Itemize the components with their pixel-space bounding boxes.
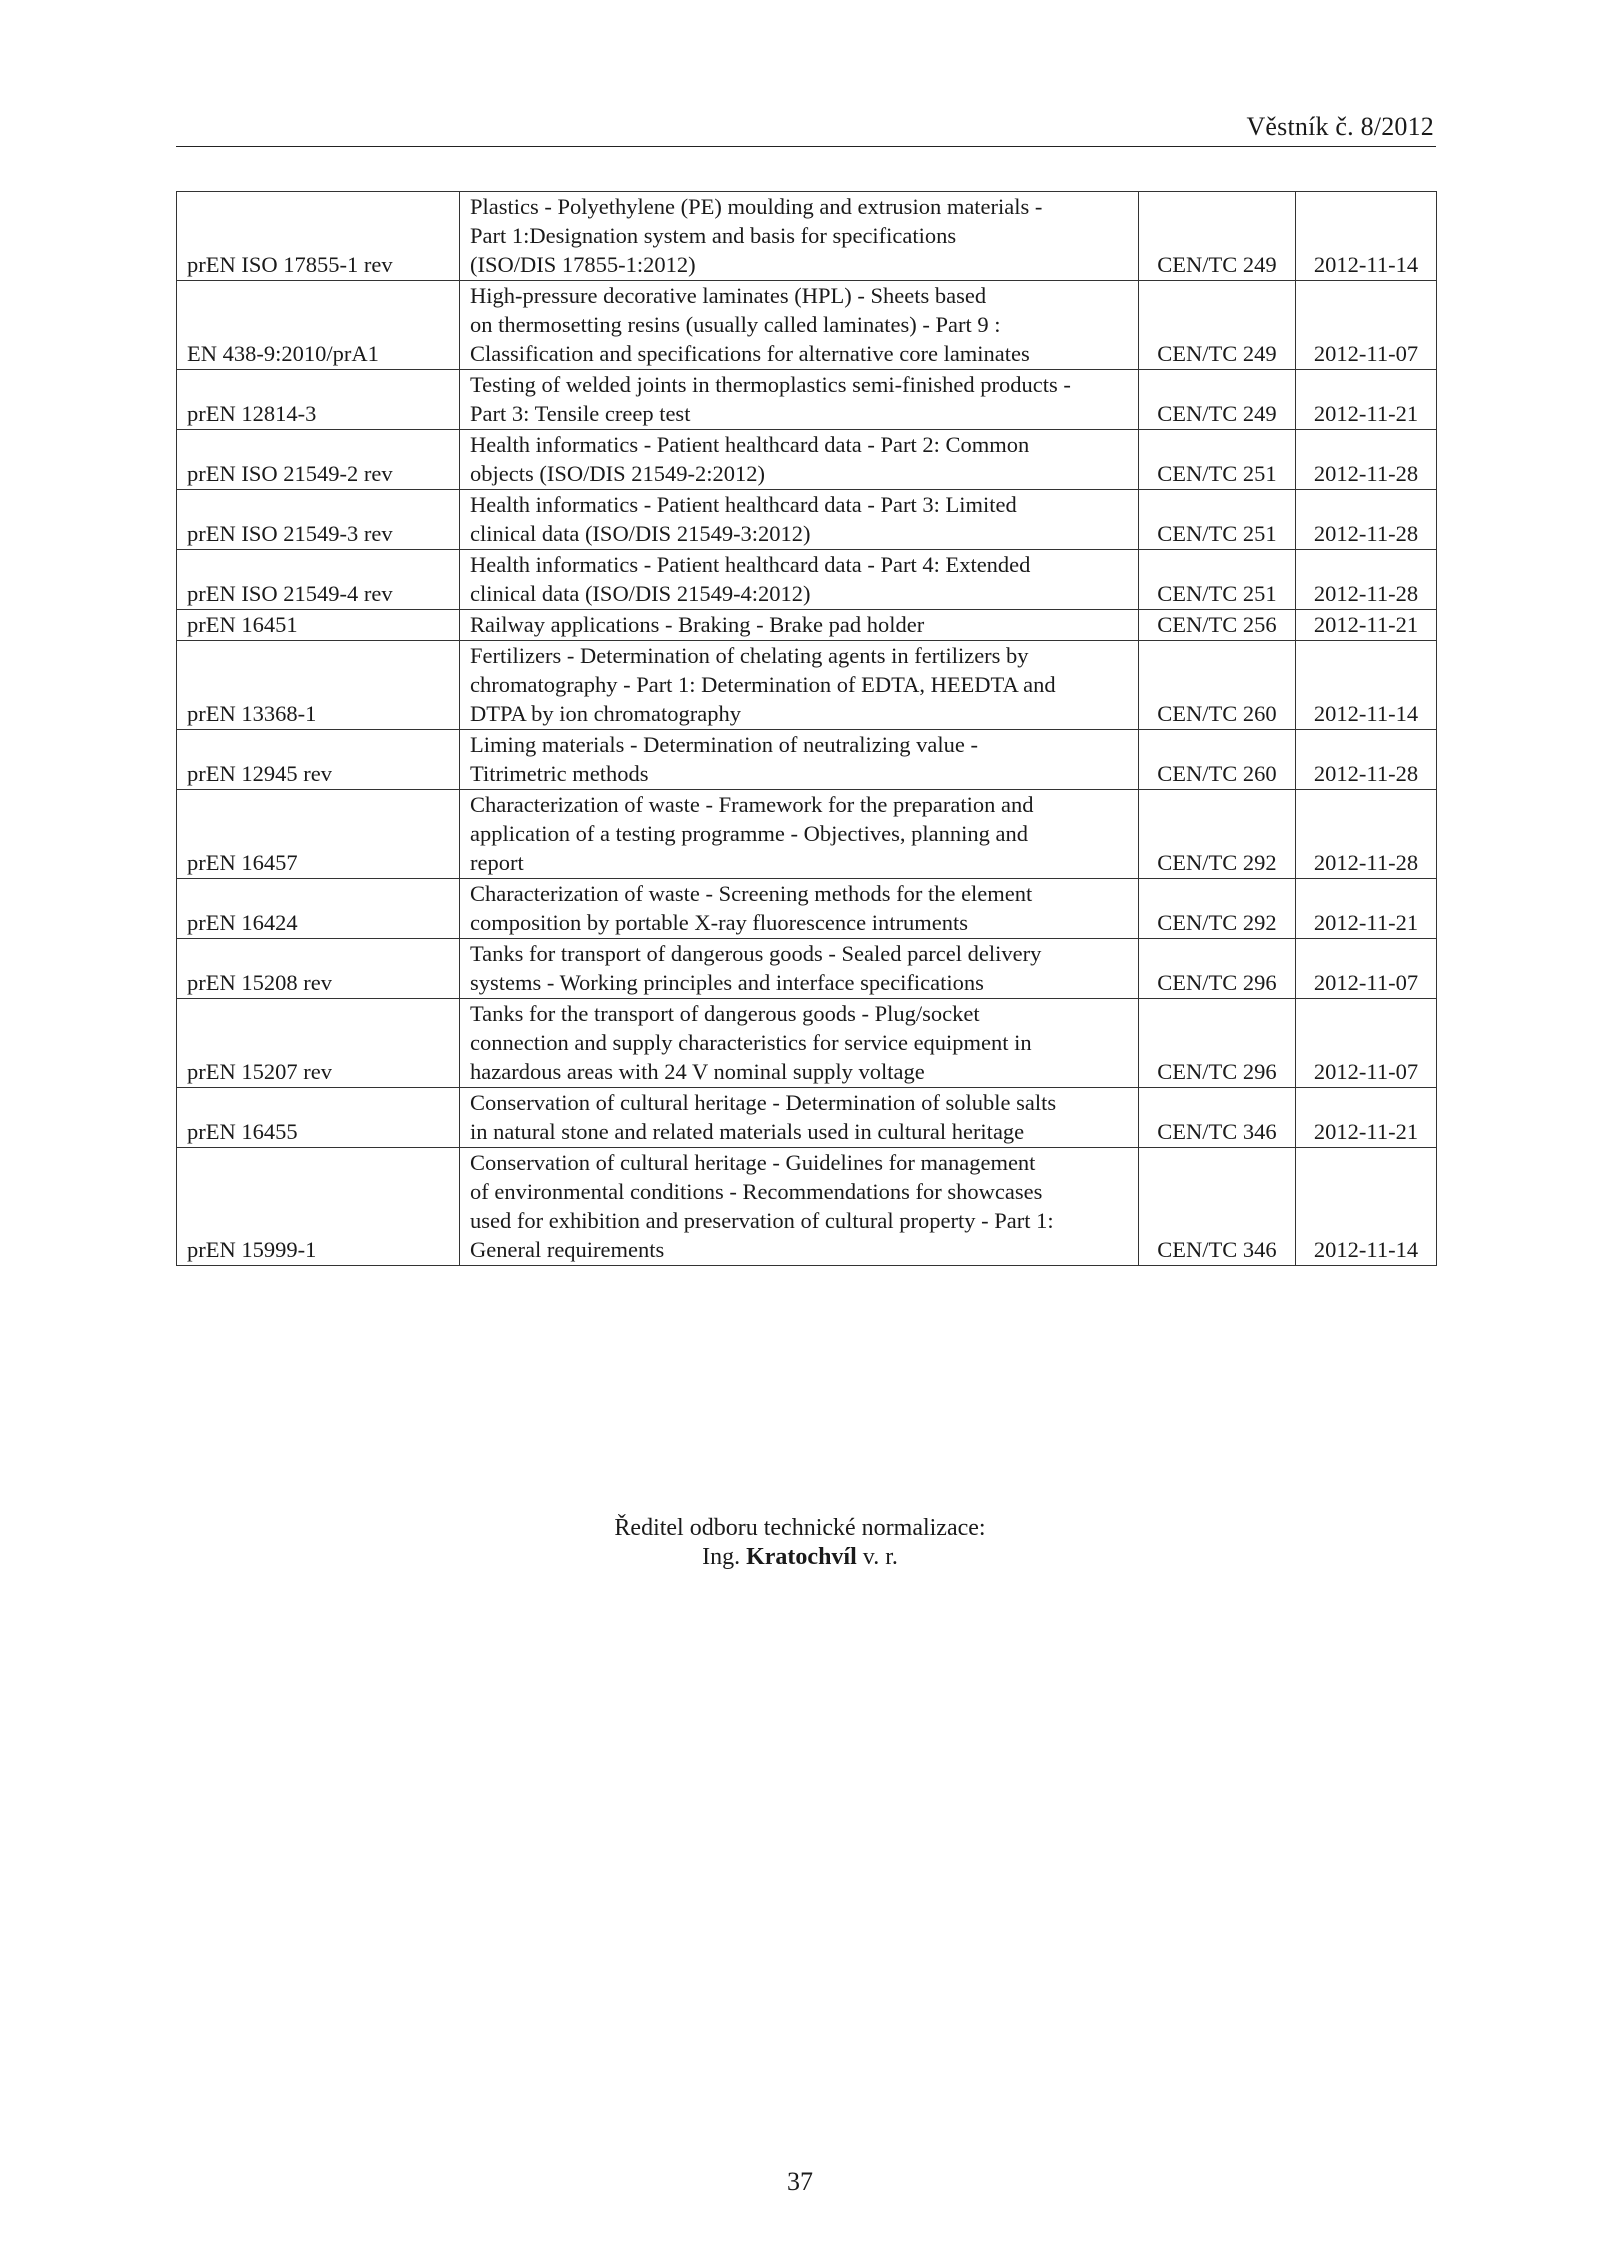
deadline-date-cell: 2012-11-07: [1296, 281, 1437, 370]
standard-title-line: chromatography - Part 1: Determination of EDTA, HEEDTA and: [470, 672, 1056, 697]
standard-title-line: Part 3: Tensile creep test: [470, 401, 691, 426]
standard-title-cell: [460, 790, 1139, 879]
table-row: [177, 610, 1437, 641]
standard-title-line: objects (ISO/DIS 21549-2:2012): [470, 461, 765, 486]
standard-title-line: Conservation of cultural heritage - Determination of soluble salts: [470, 1090, 1057, 1115]
standard-title-cell: [460, 641, 1139, 730]
technical-committee-cell: CEN/TC 249: [1139, 192, 1296, 281]
technical-committee-cell: CEN/TC 346: [1139, 1148, 1296, 1266]
signature-suffix: v. r.: [862, 1544, 898, 1570]
technical-committee-cell: CEN/TC 249: [1139, 281, 1296, 370]
deadline-date-cell: 2012-11-21: [1296, 610, 1437, 641]
table-row: [177, 730, 1437, 790]
standard-title-line: Railway applications - Braking - Brake pad holder: [470, 612, 925, 637]
standards-table-body: [177, 192, 1437, 1266]
standard-title-line: application of a testing programme - Objectives, planning and: [470, 821, 1028, 846]
table-row: [177, 999, 1437, 1088]
technical-committee-cell: CEN/TC 346: [1139, 1088, 1296, 1148]
table-row: [177, 1088, 1437, 1148]
standard-title-line: Health informatics - Patient healthcard data - Part 4: Extended: [470, 552, 1031, 577]
page-number: 37: [787, 2167, 813, 2196]
deadline-date-cell: 2012-11-28: [1296, 730, 1437, 790]
standard-title-cell: [460, 550, 1139, 610]
standard-title-line: on thermosetting resins (usually called laminates) - Part 9 :: [470, 312, 1001, 337]
table-row: [177, 790, 1437, 879]
standard-title-line: Tanks for the transport of dangerous goods - Plug/socket: [470, 1001, 980, 1026]
standard-title-line: Tanks for transport of dangerous goods - Sealed parcel delivery: [470, 941, 1042, 966]
signature-name-line: [0, 1543, 1600, 1572]
standard-title-cell: [460, 370, 1139, 430]
standard-title-cell: [460, 939, 1139, 999]
table-row: [177, 490, 1437, 550]
technical-committee-cell: CEN/TC 249: [1139, 370, 1296, 430]
standard-code-cell: prEN 15208 rev: [177, 939, 460, 999]
standard-title-cell: [460, 610, 1139, 641]
deadline-date-cell: 2012-11-14: [1296, 192, 1437, 281]
deadline-date-cell: 2012-11-07: [1296, 999, 1437, 1088]
technical-committee-cell: CEN/TC 296: [1139, 939, 1296, 999]
standard-title-cell: [460, 192, 1139, 281]
deadline-date-cell: 2012-11-21: [1296, 879, 1437, 939]
standard-title-line: Conservation of cultural heritage - Guidelines for management: [470, 1150, 1036, 1175]
technical-committee-cell: CEN/TC 296: [1139, 999, 1296, 1088]
standard-title-line: Plastics - Polyethylene (PE) moulding and extrusion materials -: [470, 194, 1043, 219]
standard-title-cell: [460, 490, 1139, 550]
standard-code-cell: prEN 16455: [177, 1088, 460, 1148]
deadline-date-cell: 2012-11-28: [1296, 490, 1437, 550]
deadline-date-cell: 2012-11-28: [1296, 430, 1437, 490]
standard-code-cell: prEN 12814-3: [177, 370, 460, 430]
standard-title-cell: [460, 1148, 1139, 1266]
table-row: [177, 879, 1437, 939]
technical-committee-cell: CEN/TC 256: [1139, 610, 1296, 641]
standard-title-line: Liming materials - Determination of neutralizing value -: [470, 732, 978, 757]
signature-name: Kratochvíl: [746, 1544, 857, 1570]
table-row: [177, 939, 1437, 999]
table-row: [177, 370, 1437, 430]
standard-code-cell: prEN 15999-1: [177, 1148, 460, 1266]
standard-title-line: Characterization of waste - Screening methods for the element: [470, 881, 1033, 906]
standard-title-line: Characterization of waste - Framework for the preparation and: [470, 792, 1034, 817]
standard-title-cell: [460, 730, 1139, 790]
deadline-date-cell: 2012-11-14: [1296, 1148, 1437, 1266]
standard-code-cell: prEN 15207 rev: [177, 999, 460, 1088]
standard-title-line: Classification and specifications for alternative core laminates: [470, 341, 1030, 366]
technical-committee-cell: CEN/TC 251: [1139, 550, 1296, 610]
signature-block: [0, 1514, 1600, 1572]
standard-title-line: Titrimetric methods: [470, 761, 649, 786]
standard-title-line: clinical data (ISO/DIS 21549-3:2012): [470, 521, 811, 546]
technical-committee-cell: CEN/TC 251: [1139, 430, 1296, 490]
standard-title-line: (ISO/DIS 17855-1:2012): [470, 252, 696, 277]
page-header: [176, 104, 1436, 147]
standard-code-cell: prEN ISO 17855-1 rev: [177, 192, 460, 281]
standard-title-line: in natural stone and related materials used in cultural heritage: [470, 1119, 1025, 1144]
technical-committee-cell: CEN/TC 292: [1139, 879, 1296, 939]
standard-title-cell: [460, 430, 1139, 490]
standard-title-line: Health informatics - Patient healthcard data - Part 2: Common: [470, 432, 1030, 457]
standard-title-line: DTPA by ion chromatography: [470, 701, 742, 726]
standard-code-cell: prEN 12945 rev: [177, 730, 460, 790]
standard-title-line: systems - Working principles and interface specifications: [470, 970, 984, 995]
table-row: [177, 281, 1437, 370]
table-row: [177, 550, 1437, 610]
standard-title-cell: [460, 999, 1139, 1088]
technical-committee-cell: CEN/TC 292: [1139, 790, 1296, 879]
standard-code-cell: prEN 16424: [177, 879, 460, 939]
deadline-date-cell: 2012-11-14: [1296, 641, 1437, 730]
standards-table: [176, 191, 1437, 1266]
standard-code-cell: EN 438-9:2010/prA1: [177, 281, 460, 370]
standard-title-cell: [460, 1088, 1139, 1148]
signature-prefix: Ing.: [702, 1544, 741, 1570]
standard-code-cell: prEN 16451: [177, 610, 460, 641]
standard-title-line: of environmental conditions - Recommendations for showcases: [470, 1179, 1043, 1204]
standard-title-line: clinical data (ISO/DIS 21549-4:2012): [470, 581, 811, 606]
deadline-date-cell: 2012-11-07: [1296, 939, 1437, 999]
table-row: [177, 192, 1437, 281]
standard-title-line: High-pressure decorative laminates (HPL) - Sheets based: [470, 283, 987, 308]
deadline-date-cell: 2012-11-21: [1296, 1088, 1437, 1148]
table-row: [177, 641, 1437, 730]
standard-title-line: report: [470, 850, 524, 875]
standard-title-line: Health informatics - Patient healthcard data - Part 3: Limited: [470, 492, 1017, 517]
standard-title-line: used for exhibition and preservation of cultural property - Part 1:: [470, 1208, 1054, 1233]
table-row: [177, 430, 1437, 490]
journal-issue-label: Věstník č. 8/2012: [1246, 112, 1434, 141]
deadline-date-cell: 2012-11-28: [1296, 550, 1437, 610]
technical-committee-cell: CEN/TC 251: [1139, 490, 1296, 550]
deadline-date-cell: 2012-11-28: [1296, 790, 1437, 879]
technical-committee-cell: CEN/TC 260: [1139, 641, 1296, 730]
standard-code-cell: prEN 13368-1: [177, 641, 460, 730]
standard-title-line: General requirements: [470, 1237, 665, 1262]
deadline-date-cell: 2012-11-21: [1296, 370, 1437, 430]
standard-code-cell: prEN ISO 21549-4 rev: [177, 550, 460, 610]
standard-title-line: Fertilizers - Determination of chelating agents in fertilizers by: [470, 643, 1029, 668]
standard-title-cell: [460, 281, 1139, 370]
standard-title-cell: [460, 879, 1139, 939]
technical-committee-cell: CEN/TC 260: [1139, 730, 1296, 790]
standard-title-line: connection and supply characteristics for service equipment in: [470, 1030, 1032, 1055]
table-row: [177, 1148, 1437, 1266]
standard-title-line: hazardous areas with 24 V nominal supply voltage: [470, 1059, 925, 1084]
standard-code-cell: prEN ISO 21549-3 rev: [177, 490, 460, 550]
standard-title-line: Testing of welded joints in thermoplastics semi-finished products -: [470, 372, 1071, 397]
standard-code-cell: prEN ISO 21549-2 rev: [177, 430, 460, 490]
standard-code-cell: prEN 16457: [177, 790, 460, 879]
standard-title-line: Part 1:Designation system and basis for specifications: [470, 223, 957, 248]
signature-title: Ředitel odboru technické normalizace:: [614, 1515, 986, 1541]
standard-title-line: composition by portable X-ray fluorescence intruments: [470, 910, 968, 935]
